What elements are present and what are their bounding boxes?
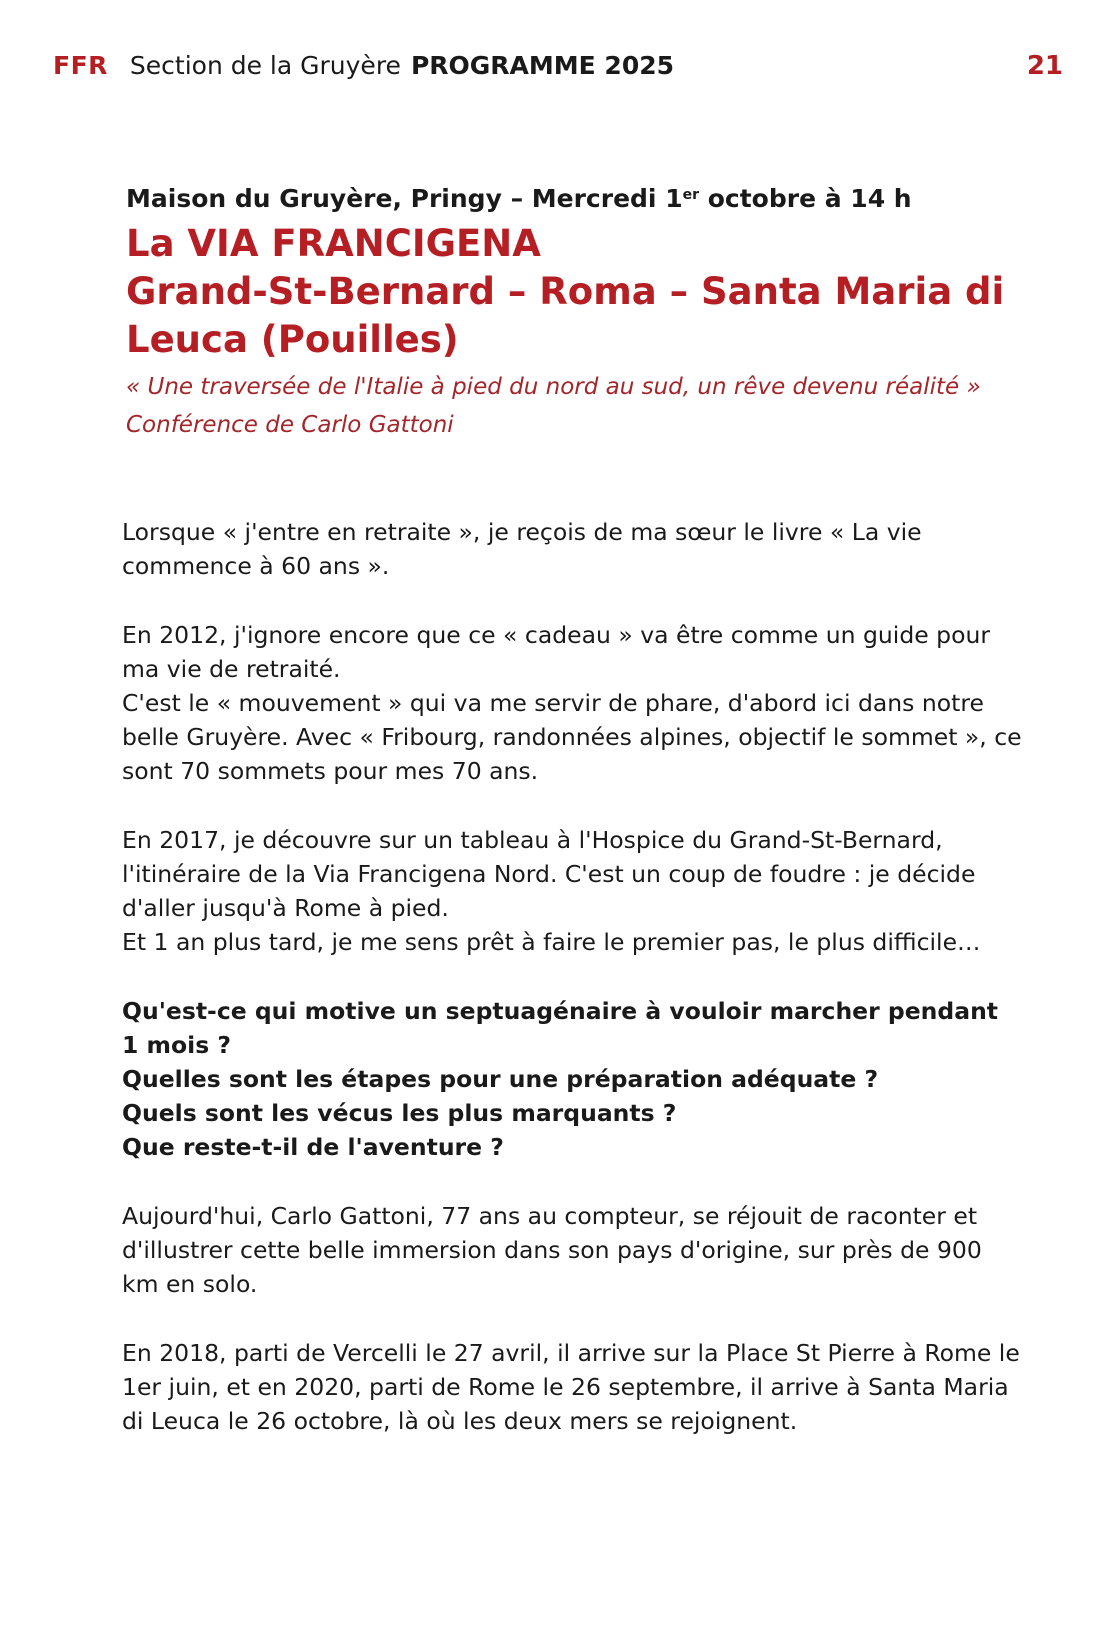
event-meta-time: octobre à 14 h: [699, 184, 912, 213]
event-speaker: Conférence de Carlo Gattoni: [126, 412, 454, 438]
event-meta-ordinal: er: [682, 187, 700, 203]
question-3: Quels sont les vécus les plus marquants ?: [122, 1099, 677, 1127]
paragraph-5: En 2018, parti de Vercelli le 27 avril, il arrive sur la Place St Pierre à Rome le 1er juin, et en 2020, parti de Rome le 26 septembre, il arrive à Santa Maria di Leuca le 26 octobre, là où les deux mers se rejoignent.: [122, 1339, 1020, 1435]
page-number: 21: [1026, 51, 1063, 81]
event-meta: [126, 180, 1056, 218]
brand-label: FFR: [53, 51, 108, 80]
section-label: Section de la Gruyère: [129, 51, 401, 80]
page-header: [53, 46, 1063, 86]
paragraph-2a: En 2012, j'ignore encore que ce « cadeau » va être comme un guide pour ma vie de retraité.: [122, 621, 991, 683]
event-title-line-1: La VIA FRANCIGENA: [126, 222, 541, 265]
event-title: [126, 220, 1056, 364]
event-title-line-3: Leuca (Pouilles): [126, 318, 459, 361]
event-quote: « Une traversée de l'Italie à pied du nord au sud, un rêve devenu réalité »: [126, 374, 981, 400]
questions-list: [122, 994, 1022, 1164]
event-meta-location: Maison du Gruyère, Pringy – Mercredi 1: [126, 184, 683, 213]
question-1: Qu'est-ce qui motive un septuagénaire à vouloir marcher pendant 1 mois ?: [122, 997, 999, 1059]
paragraph-1: Lorsque « j'entre en retraite », je reçois de ma sœur le livre « La vie commence à 60 ans ».: [122, 518, 922, 580]
program-label: PROGRAMME 2025: [410, 51, 674, 80]
paragraph-4: Aujourd'hui, Carlo Gattoni, 77 ans au compteur, se réjouit de raconter et d'illustrer cette belle immersion dans son pays d'origine, sur près de 900 km en solo.: [122, 1202, 982, 1298]
paragraph-2: [122, 618, 1022, 788]
paragraph-3b: Et 1 an plus tard, je me sens prêt à faire le premier pas, le plus difficile…: [122, 928, 981, 956]
paragraph-2b: C'est le « mouvement » qui va me servir de phare, d'abord ici dans notre belle Gruyère. Avec « Fribourg, randonnées alpines, objectif le sommet », ce sont 70 sommets pour mes 70 ans.: [122, 689, 1022, 785]
paragraph-3: [122, 823, 1022, 959]
event-subtitle: [126, 368, 1056, 444]
question-2: Quelles sont les étapes pour une préparation adéquate ?: [122, 1065, 879, 1093]
event-title-line-2: Grand-St-Bernard – Roma – Santa Maria di: [126, 270, 1005, 313]
paragraph-3a: En 2017, je découvre sur un tableau à l'Hospice du Grand-St-Bernard, l'itinéraire de la Via Francigena Nord. C'est un coup de foudre : je décide d'aller jusqu'à Rome à pied.: [122, 826, 976, 922]
question-4: Que reste-t-il de l'aventure ?: [122, 1133, 504, 1161]
event-block: [126, 180, 1056, 444]
article-body: [122, 515, 1022, 1438]
